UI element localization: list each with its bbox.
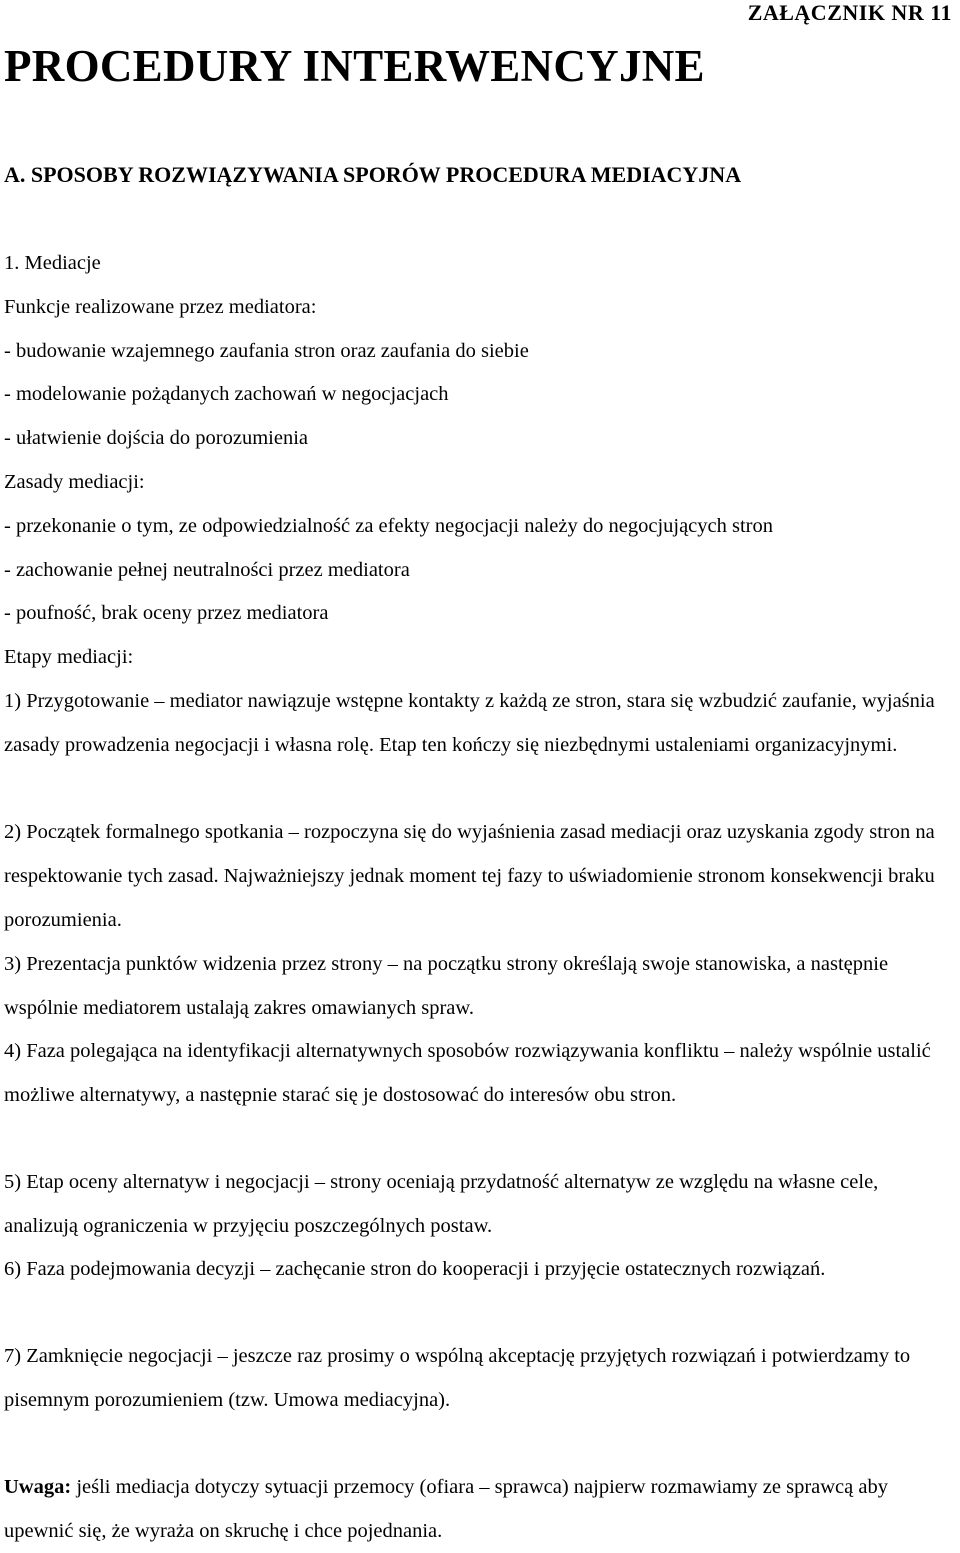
function-item: - ułatwienie dojścia do porozumienia [4, 427, 308, 449]
stage-paragraph: 4) Faza polegająca na identyfikacji alternatywnych sposobów rozwiązywania konfliktu – należy wspólnie ustalić możliwe alternatywy, a następnie starać się je dostosować do interesów obu stron. [4, 1040, 931, 1106]
note-text: jeśli mediacja dotyczy sytuacji przemocy (ofiara – sprawca) najpierw rozmawiamy ze sprawcą aby upewnić się, że wyraża on skruchę i chce pojednania. [4, 1476, 888, 1542]
mediation-heading: 1. Mediacje [4, 252, 101, 274]
function-item: - modelowanie pożądanych zachowań w negocjacjach [4, 383, 449, 405]
function-item: - budowanie wzajemnego zaufania stron oraz zaufania do siebie [4, 340, 529, 362]
rules-label: Zasady mediacji: [4, 471, 145, 493]
rule-item: - przekonanie o tym, ze odpowiedzialność za efekty negocjacji należy do negocjujących stron [4, 515, 774, 537]
stage-paragraph: 2) Początek formalnego spotkania – rozpoczyna się do wyjaśnienia zasad mediacji oraz uzyskania zgody stron na respektowanie tych zasad. Najważniejszy jednak moment tej fazy to uświadomienie stronom konsekwencji braku porozumienia. [4, 821, 935, 931]
note-paragraph [4, 1465, 956, 1553]
stage-paragraph: 1) Przygotowanie – mediator nawiązuje wstępne kontakty z każdą ze stron, stara się wzbudzić zaufanie, wyjaśnia zasady prowadzenia negocjacji i własna rolę. Etap ten kończy się niezbędnymi ustaleniami organizacyjnymi. [4, 690, 935, 756]
functions-label: Funkcje realizowane przez mediatora: [4, 296, 317, 318]
rule-item: - zachowanie pełnej neutralności przez mediatora [4, 559, 410, 581]
note-label: Uwaga: [4, 1476, 72, 1498]
page-title: PROCEDURY INTERWENCYJNE [4, 41, 705, 91]
stage-paragraph: 3) Prezentacja punktów widzenia przez strony – na początku strony określają swoje stanowiska, a następnie wspólnie mediatorem ustalają zakres omawianych spraw. [4, 953, 889, 1019]
section-heading: A. SPOSOBY ROZWIĄZYWANIA SPORÓW PROCEDURA MEDIACYJNA [4, 162, 742, 187]
stage-paragraph: 7) Zamknięcie negocjacji – jeszcze raz prosimy o wspólną akceptację przyjętych rozwiązań i potwierdzamy to pisemnym porozumieniem (tzw. Umowa mediacyjna). [4, 1345, 911, 1411]
annex-label: ZAŁĄCZNIK NR 11 [747, 0, 952, 25]
stage-paragraph: 5) Etap oceny alternatyw i negocjacji – strony oceniają przydatność alternatyw ze względu na własne cele, analizują ograniczenia w przyjęciu poszczególnych postaw. [4, 1171, 879, 1237]
stages-label: Etapy mediacji: [4, 646, 134, 668]
stage-paragraph: 6) Faza podejmowania decyzji – zachęcanie stron do kooperacji i przyjęcie ostatecznych rozwiązań. [4, 1258, 826, 1280]
rule-item: - poufność, brak oceny przez mediatora [4, 602, 329, 624]
